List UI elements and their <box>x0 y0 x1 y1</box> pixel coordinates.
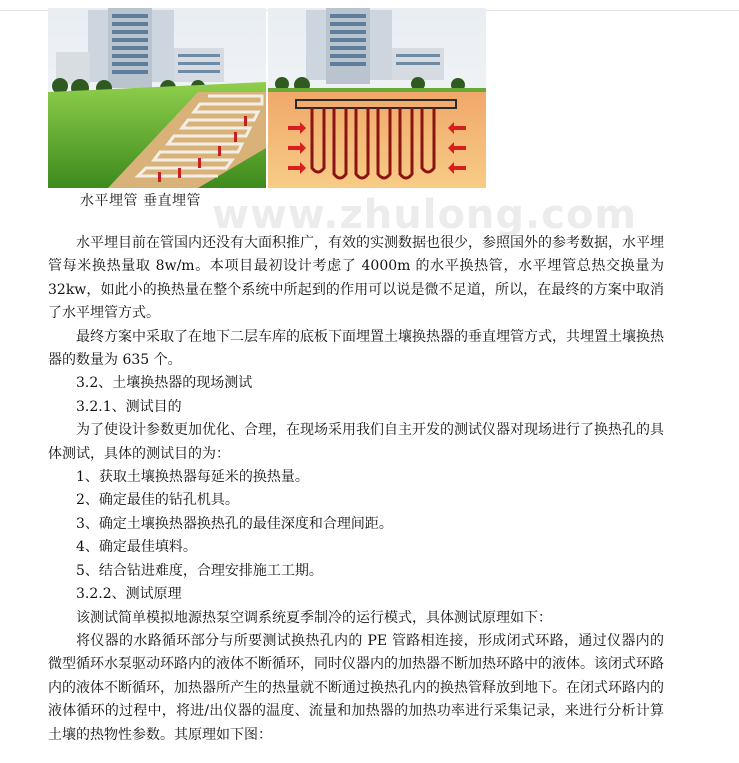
paragraph-test-mode: 该测试简单模拟地源热泵空调系统夏季制冷的运行模式，具体测试原理如下： <box>76 609 552 626</box>
document-body <box>48 232 664 747</box>
vertical-ground-pipe-illustration-icon <box>268 8 486 188</box>
list-item: 4、确定最佳填料。 <box>76 539 197 556</box>
vertical-pipe-image <box>268 8 486 188</box>
horizontal-pipe-image <box>48 8 266 188</box>
watermark-logo: www.zhulong.com <box>212 192 638 238</box>
list-item: 1、获取土壤换热器每延米的换热量。 <box>76 469 309 486</box>
section-heading-3-2-2: 3.2.2、测试原理 <box>76 586 182 603</box>
paragraph-horizontal-pipe: 水平埋目前在管国内还没有大面积推广，有效的实测数据也很少，参照国外的参考数据，水平埋管每米换热量取 8w/m。本项目最初设计考虑了 4000m 的水平换热管，水平埋管总热交换量为 32kw，如此小的换热量在整个系统中所起到的作用可以说是微不足道，所以，在最终的方案中取消了水平埋管方式。 <box>48 235 664 322</box>
section-heading-3-2-1: 3.2.1、测试目的 <box>76 398 182 415</box>
paragraph-test-purpose: 为了使设计参数更加优化、合理，在现场采用我们自主开发的测试仪器对现场进行了换热孔的具体测试，具体的测试目的为： <box>48 422 664 462</box>
list-item: 3、确定土壤换热器换热孔的最佳深度和合理间距。 <box>76 515 393 532</box>
figure <box>48 8 488 188</box>
figure-caption: 水平埋管 垂直埋管 <box>80 193 201 209</box>
paragraph-final-scheme: 最终方案中采取了在地下二层车库的底板下面埋置土壤换热器的垂直埋管方式，共埋置土壤换热器的数量为 635 个。 <box>48 328 664 369</box>
list-item: 2、确定最佳的钻孔机具。 <box>76 492 239 509</box>
paragraph-test-principle: 将仪器的水路循环部分与所要测试换热孔内的 PE 管路相连接，形成闭式环路，通过仪器内的微型循环水泵驱动环路内的液体不断循环，同时仪器内的加热器不断加热环路中的液体。该闭式环路内的液体不断循环，加热器所产生的热量就不断通过换热孔内的换热管释放到地下。在闭式环路内的液体循环的过程中，将进/出仪器的温度、流量和加热器的加热功率进行采集记录，来进行分析计算土壤的热物性参数。其原理如下图： <box>48 632 664 743</box>
list-item: 5、结合钻进难度，合理安排施工工期。 <box>76 562 323 579</box>
horizontal-ground-pipe-illustration-icon <box>48 8 266 188</box>
section-heading-3-2: 3.2、土壤换热器的现场测试 <box>76 375 253 392</box>
